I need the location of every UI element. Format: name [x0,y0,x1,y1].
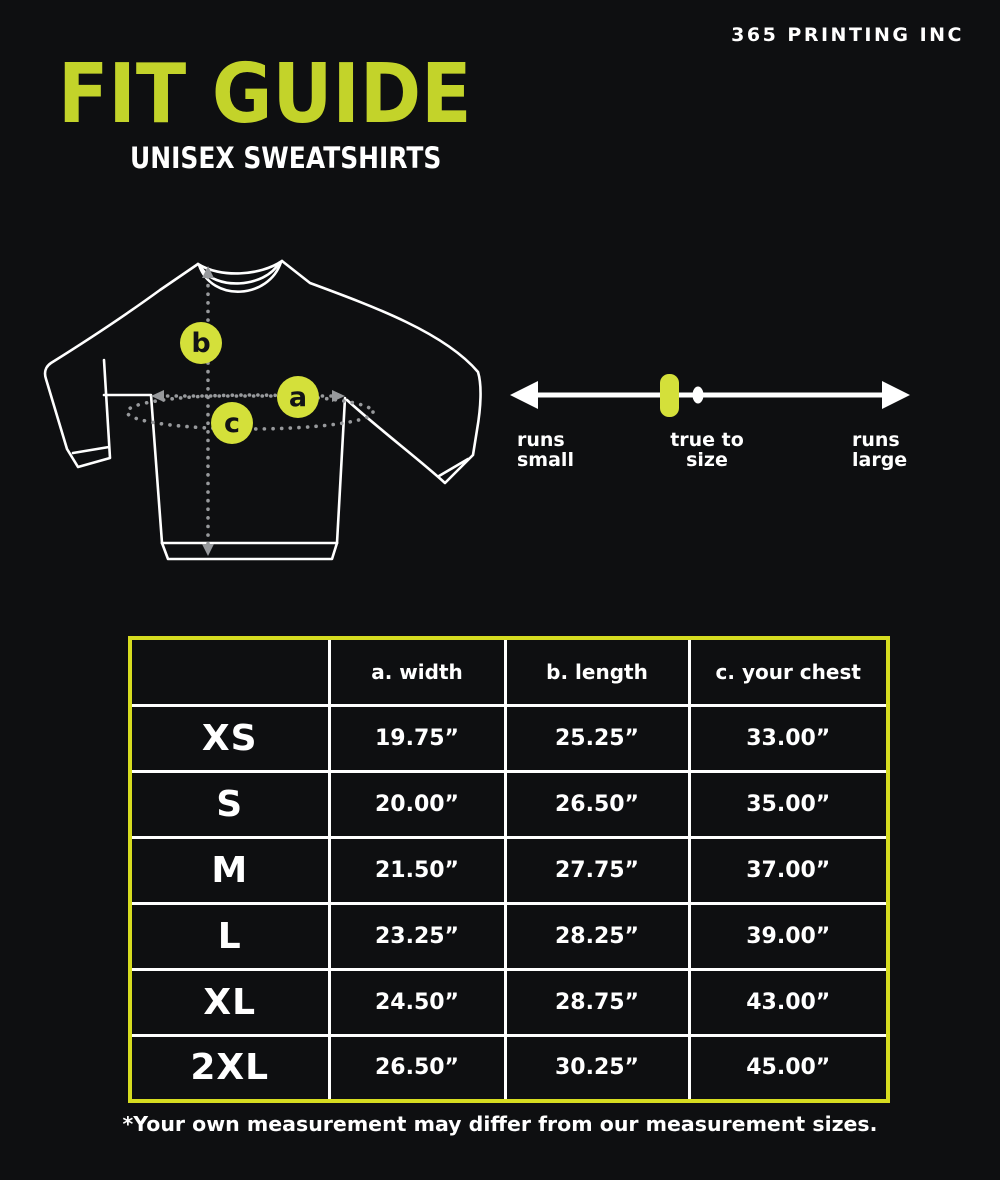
scale-label-runs-large [852,430,907,470]
marker-b-label: b [191,328,211,359]
header-cell-width: a. width [329,638,505,705]
size-label: M [130,837,329,903]
size-label: XL [130,969,329,1035]
chest-value: 45.00” [689,1035,888,1101]
chest-value: 43.00” [689,969,888,1035]
header-cell-chest: c. your chest [689,638,888,705]
marker-c-label: c [223,408,241,439]
scale-label-line: runs [852,429,900,451]
chest-value: 37.00” [689,837,888,903]
marker-a-label: a [288,382,308,413]
size-table-header-row [130,638,888,705]
scale-label-line: size [686,449,728,471]
left-cuff-band-line [73,447,109,453]
length-value: 25.25” [505,705,689,771]
size-label: S [130,771,329,837]
length-value: 30.25” [505,1035,689,1101]
marker-a [277,376,319,418]
table-row-s [130,771,888,837]
table-row-l [130,903,888,969]
size-table [128,636,890,1103]
fit-scale-dot [693,387,704,404]
size-label: 2XL [130,1035,329,1101]
scale-label-runs-small [517,430,574,470]
fit-scale-arrow [510,381,910,409]
size-label: L [130,903,329,969]
table-row-xl [130,969,888,1035]
fit-marker-pill [660,374,679,417]
width-value: 26.50” [329,1035,505,1101]
length-value: 28.25” [505,903,689,969]
fit-scale [505,358,915,438]
table-row-2xl [130,1035,888,1101]
width-value: 21.50” [329,837,505,903]
length-value: 28.75” [505,969,689,1035]
width-value: 19.75” [329,705,505,771]
scale-label-true-to-size [637,430,777,470]
marker-b [180,322,222,364]
header-cell-length: b. length [505,638,689,705]
length-value: 27.75” [505,837,689,903]
page-title: FIT GUIDE [58,47,472,142]
header-cell-size [130,638,329,705]
length-arrow [202,266,214,556]
footnote: *Your own measurement may differ from our measurement sizes. [122,1112,878,1136]
brand-text: 365 PRINTING INC [731,24,964,46]
scale-label-line: small [517,449,574,471]
scale-label-line: runs [517,429,565,451]
chest-value: 33.00” [689,705,888,771]
table-row-m [130,837,888,903]
marker-c [211,402,253,444]
width-value: 23.25” [329,903,505,969]
sweatshirt-diagram [35,245,495,595]
scale-label-line: large [852,449,908,471]
scale-label-line: true to [670,429,744,451]
page-subtitle: UNISEX SWEATSHIRTS [130,141,442,175]
length-value: 26.50” [505,771,689,837]
width-value: 24.50” [329,969,505,1035]
sweatshirt-outline [45,261,480,559]
size-label: XS [130,705,329,771]
width-value: 20.00” [329,771,505,837]
chest-value: 35.00” [689,771,888,837]
chest-value: 39.00” [689,903,888,969]
table-row-xs [130,705,888,771]
